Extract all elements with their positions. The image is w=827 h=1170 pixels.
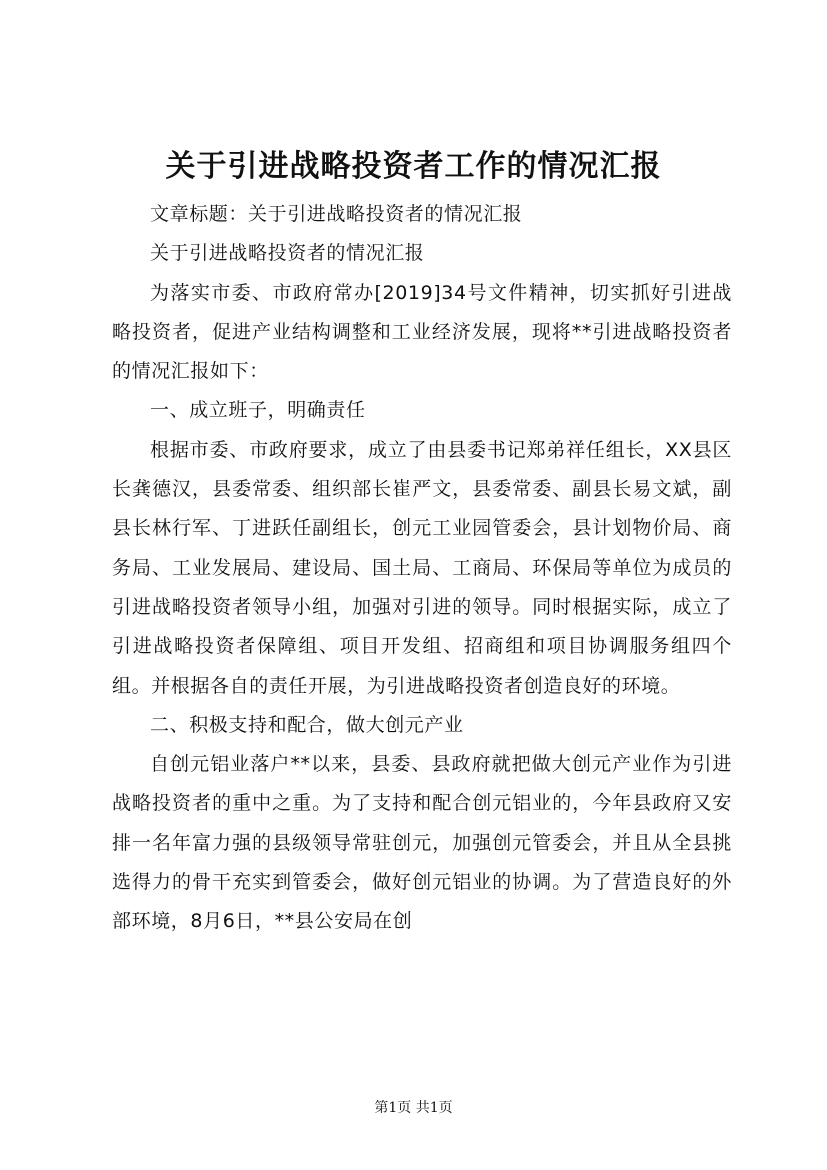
intro-paragraph: 为落实市委、市政府常办[2019]34号文件精神，切实抓好引进战略投资者，促进产业结构调整和工业经济发展，现将**引进战略投资者的情况汇报如下： [112,281,732,383]
section-heading-2: 二、积极支持和配合，做大创元产业 [150,713,464,736]
report-heading: 关于引进战略投资者的情况汇报 [150,242,425,265]
document-title: 关于引进战略投资者工作的情况汇报 [165,149,662,184]
section-1-paragraph: 根据市委、市政府要求，成立了由县委书记郑弟祥任组长，XX县区长龚德汉，县委常委、组织部长崔严文，县委常委、副县长易文斌，副县长林行军、丁进跃任副组长，创元工业园管委会，县计划物价局、商务局、工业发展局、建设局、国土局、工商局、环保局等单位为成员的引进战略投资者领导小组，加强对引进的领导。同时根据实际，成立了引进战略投资者保障组、项目开发组、招商组和项目协调服务组四个组。并根据各自的责任开展，为引进战略投资者创造良好的环境。 [112,438,732,697]
section-2-paragraph: 自创元铝业落户**以来，县委、县政府就把做大创元产业作为引进战略投资者的重中之重。为了支持和配合创元铝业的，今年县政府又安排一名年富力强的县级领导常驻创元，加强创元管委会，并且从全县挑选得力的骨干充实到管委会，做好创元铝业的协调。为了营造良好的外部环境，8月6日，**县公安局在创 [112,753,732,933]
document-body [112,195,732,942]
article-title-line: 文章标题：关于引进战略投资者的情况汇报 [150,203,523,225]
section-heading-1: 一、成立班子，明确责任 [150,399,366,422]
page-number-footer: 第1页 共1页 [374,1100,453,1116]
